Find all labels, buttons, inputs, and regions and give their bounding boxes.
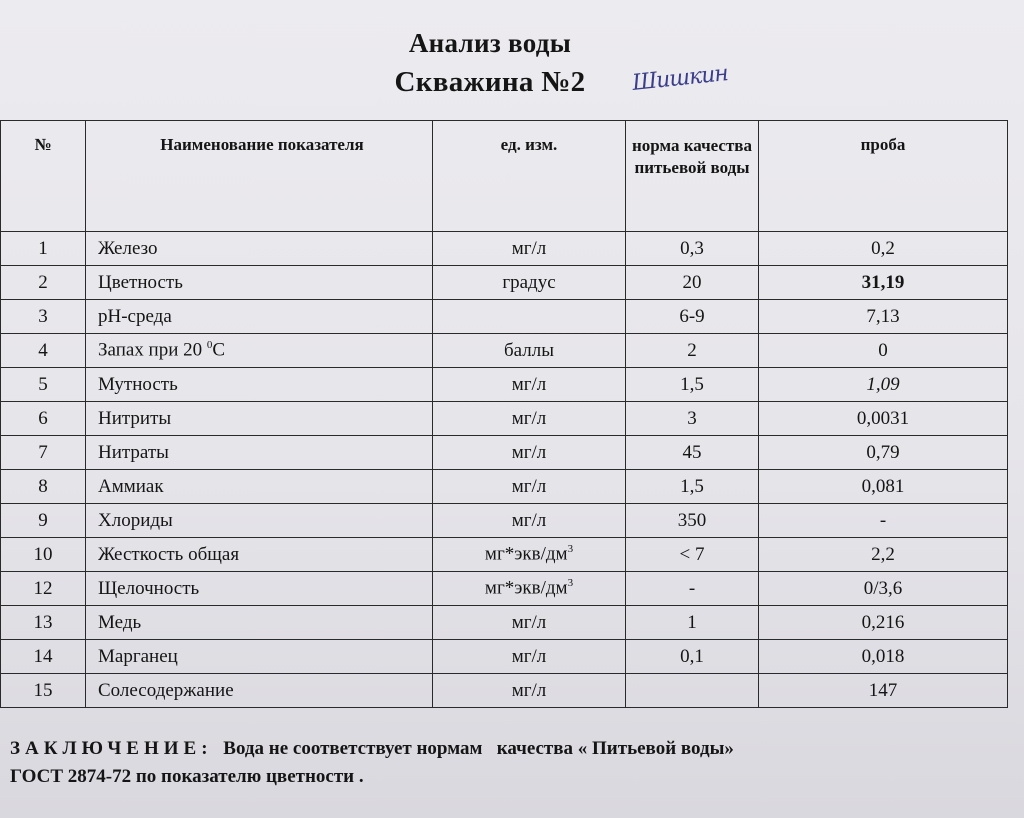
cell-indicator	[86, 232, 433, 266]
cell-number-text: 12	[33, 577, 53, 599]
cell-sample	[759, 572, 1008, 606]
cell-sample-text: 0,79	[866, 441, 900, 463]
conclusion-line-1	[10, 735, 1010, 763]
cell-number-text: 15	[33, 679, 53, 701]
cell-number-text: 8	[38, 475, 48, 497]
cell-indicator-text: Солесодержание	[98, 679, 234, 701]
cell-unit	[433, 300, 626, 334]
cell-unit	[433, 470, 626, 504]
cell-norm-text: 2	[687, 339, 697, 361]
cell-number	[1, 368, 86, 402]
cell-unit-text: мг/л	[511, 441, 547, 463]
cell-sample-text: 147	[868, 679, 898, 701]
conclusion-label: ЗАКЛЮЧЕНИЕ:	[10, 738, 213, 759]
cell-number-text: 1	[38, 237, 48, 259]
table-row	[1, 504, 1008, 538]
cell-indicator-text: Марганец	[98, 645, 178, 667]
cell-number-text: 4	[38, 339, 48, 361]
table-row	[1, 436, 1008, 470]
cell-norm-text: 3	[687, 407, 697, 429]
cell-indicator	[86, 266, 433, 300]
cell-unit-text: мг/л	[511, 237, 547, 259]
cell-indicator	[86, 572, 433, 606]
document-title: Анализ воды	[408, 28, 572, 58]
cell-unit	[433, 640, 626, 674]
cell-indicator-text: Жесткость общая	[98, 543, 240, 565]
cell-sample-text: 2,2	[871, 543, 895, 565]
cell-indicator-text: Цветность	[98, 271, 183, 293]
cell-indicator	[86, 402, 433, 436]
cell-number	[1, 504, 86, 538]
column-header-indicator: Наименование показателя	[86, 121, 433, 232]
cell-norm	[626, 436, 759, 470]
column-header-number: №	[1, 121, 86, 232]
table-row	[1, 402, 1008, 436]
cell-norm-text: < 7	[679, 543, 705, 565]
cell-unit-text: мг/л	[511, 645, 547, 667]
cell-indicator-text: Аммиак	[98, 475, 164, 497]
cell-indicator	[86, 640, 433, 674]
cell-norm	[626, 572, 759, 606]
cell-indicator-text: Нитраты	[98, 441, 169, 463]
cell-number	[1, 640, 86, 674]
cell-sample-text: 0/3,6	[863, 577, 903, 599]
cell-norm	[626, 470, 759, 504]
cell-unit	[433, 232, 626, 266]
cell-number-text: 5	[38, 373, 48, 395]
cell-number	[1, 266, 86, 300]
cell-unit-text: мг/л	[511, 373, 547, 395]
cell-norm-text: 45	[682, 441, 702, 463]
cell-indicator	[86, 606, 433, 640]
document-subtitle: Скважина №2	[394, 66, 586, 98]
cell-norm	[626, 368, 759, 402]
table-row	[1, 538, 1008, 572]
cell-number-text: 14	[33, 645, 53, 667]
cell-indicator-text: Медь	[98, 611, 142, 633]
table-row	[1, 640, 1008, 674]
cell-sample	[759, 436, 1008, 470]
cell-sample	[759, 402, 1008, 436]
cell-indicator-text: Железо	[98, 237, 158, 259]
analysis-table	[0, 120, 1008, 708]
cell-sample	[759, 674, 1008, 708]
table-row	[1, 470, 1008, 504]
cell-number-text: 13	[33, 611, 53, 633]
cell-number	[1, 470, 86, 504]
table-row	[1, 266, 1008, 300]
cell-unit-text: мг*экв/дм	[484, 577, 568, 599]
cell-norm-text: 350	[677, 509, 707, 531]
cell-sample-text: 31,19	[861, 271, 905, 293]
table-row	[1, 606, 1008, 640]
cell-sample	[759, 504, 1008, 538]
cell-norm-text: 1	[687, 611, 697, 633]
conclusion-block	[10, 735, 1010, 791]
cell-unit-text: баллы	[504, 339, 554, 361]
column-header-unit: ед. изм.	[433, 121, 626, 232]
cell-unit	[433, 334, 626, 368]
table-row	[1, 232, 1008, 266]
cell-indicator-text: Нитриты	[98, 407, 172, 429]
cell-norm	[626, 606, 759, 640]
cell-unit-text: мг*экв/дм	[484, 543, 568, 565]
table-row	[1, 334, 1008, 368]
cell-sample-text: 0,018	[861, 645, 905, 667]
cell-sample-text: 0	[878, 339, 888, 361]
table-row	[1, 674, 1008, 708]
cell-number-text: 9	[38, 509, 48, 531]
cell-sample	[759, 232, 1008, 266]
cell-number	[1, 300, 86, 334]
cell-unit	[433, 368, 626, 402]
cell-number	[1, 402, 86, 436]
cell-indicator	[86, 470, 433, 504]
cell-norm	[626, 300, 759, 334]
cell-sample	[759, 300, 1008, 334]
cell-number	[1, 674, 86, 708]
cell-indicator	[86, 334, 433, 368]
cell-unit	[433, 674, 626, 708]
table-header-row	[1, 121, 1008, 232]
cell-sample	[759, 538, 1008, 572]
handwritten-signature: Шишкин	[630, 61, 729, 96]
cell-unit-text: мг/л	[511, 407, 547, 429]
cell-indicator-text: Запах при 20	[98, 339, 207, 361]
cell-norm-text: 1,5	[680, 475, 704, 497]
column-header-sample: проба	[759, 121, 1008, 232]
cell-sample	[759, 334, 1008, 368]
table-row	[1, 300, 1008, 334]
cell-sample	[759, 368, 1008, 402]
cell-number-text: 6	[38, 407, 48, 429]
cell-number	[1, 606, 86, 640]
cell-unit	[433, 504, 626, 538]
cell-sample-text: 0,0031	[856, 407, 910, 429]
cell-norm	[626, 402, 759, 436]
column-header-norm: норма качества питьевой воды	[626, 121, 759, 232]
cell-indicator	[86, 368, 433, 402]
cell-sample-text: 0,2	[871, 237, 895, 259]
table-row	[1, 572, 1008, 606]
cell-indicator	[86, 538, 433, 572]
cell-unit	[433, 538, 626, 572]
cell-indicator-text: Хлориды	[98, 509, 173, 531]
cell-sample	[759, 266, 1008, 300]
cell-norm-text: -	[688, 577, 696, 599]
cell-sample	[759, 470, 1008, 504]
cell-norm	[626, 674, 759, 708]
cell-number	[1, 436, 86, 470]
cell-sample-text: 0,081	[861, 475, 905, 497]
cell-unit	[433, 266, 626, 300]
cell-unit-text: мг/л	[511, 509, 547, 531]
cell-norm-text: 20	[682, 271, 702, 293]
cell-unit	[433, 436, 626, 470]
cell-indicator-text: pH-среда	[98, 305, 172, 327]
cell-norm	[626, 504, 759, 538]
conclusion-text: Вода не соответствует нормам качества « Питьевой воды»	[223, 738, 734, 759]
cell-indicator	[86, 300, 433, 334]
cell-norm	[626, 232, 759, 266]
cell-sample-text: 1,09	[866, 373, 900, 395]
cell-number	[1, 232, 86, 266]
cell-norm	[626, 640, 759, 674]
unit-suffix: C	[212, 339, 226, 361]
cell-unit-text: мг/л	[511, 475, 547, 497]
cell-number-text: 2	[38, 271, 48, 293]
cell-norm	[626, 334, 759, 368]
cell-unit-text: мг/л	[511, 611, 547, 633]
cell-unit-text: мг/л	[511, 679, 547, 701]
cell-number	[1, 538, 86, 572]
conclusion-line-2: ГОСТ 2874-72 по показателю цветности .	[10, 766, 364, 787]
cell-indicator-text: Щелочность	[98, 577, 200, 599]
cell-norm-text: 0,1	[680, 645, 704, 667]
cell-norm-text: 0,3	[680, 237, 704, 259]
cell-number-text: 10	[33, 543, 53, 565]
cell-norm-text: 1,5	[680, 373, 704, 395]
table-row	[1, 368, 1008, 402]
cell-number	[1, 572, 86, 606]
cell-unit	[433, 606, 626, 640]
cell-sample	[759, 606, 1008, 640]
cell-sample	[759, 640, 1008, 674]
cell-unit	[433, 572, 626, 606]
cell-indicator	[86, 504, 433, 538]
cell-unit	[433, 402, 626, 436]
cell-indicator	[86, 674, 433, 708]
cell-sample-text: 7,13	[866, 305, 900, 327]
cell-sample-text: 0,216	[861, 611, 905, 633]
cell-indicator-text: Мутность	[98, 373, 178, 395]
cell-number	[1, 334, 86, 368]
cell-norm	[626, 266, 759, 300]
cell-number-text: 7	[38, 441, 48, 463]
cell-indicator	[86, 436, 433, 470]
cell-norm	[626, 538, 759, 572]
cell-number-text: 3	[38, 305, 48, 327]
degree-superscript: 0	[206, 339, 213, 352]
cell-sample-text: -	[879, 509, 887, 531]
cell-unit-text: градус	[502, 271, 556, 293]
cell-norm-text: 6-9	[679, 305, 705, 327]
unit-superscript: 3	[567, 543, 574, 556]
unit-superscript: 3	[567, 577, 574, 590]
